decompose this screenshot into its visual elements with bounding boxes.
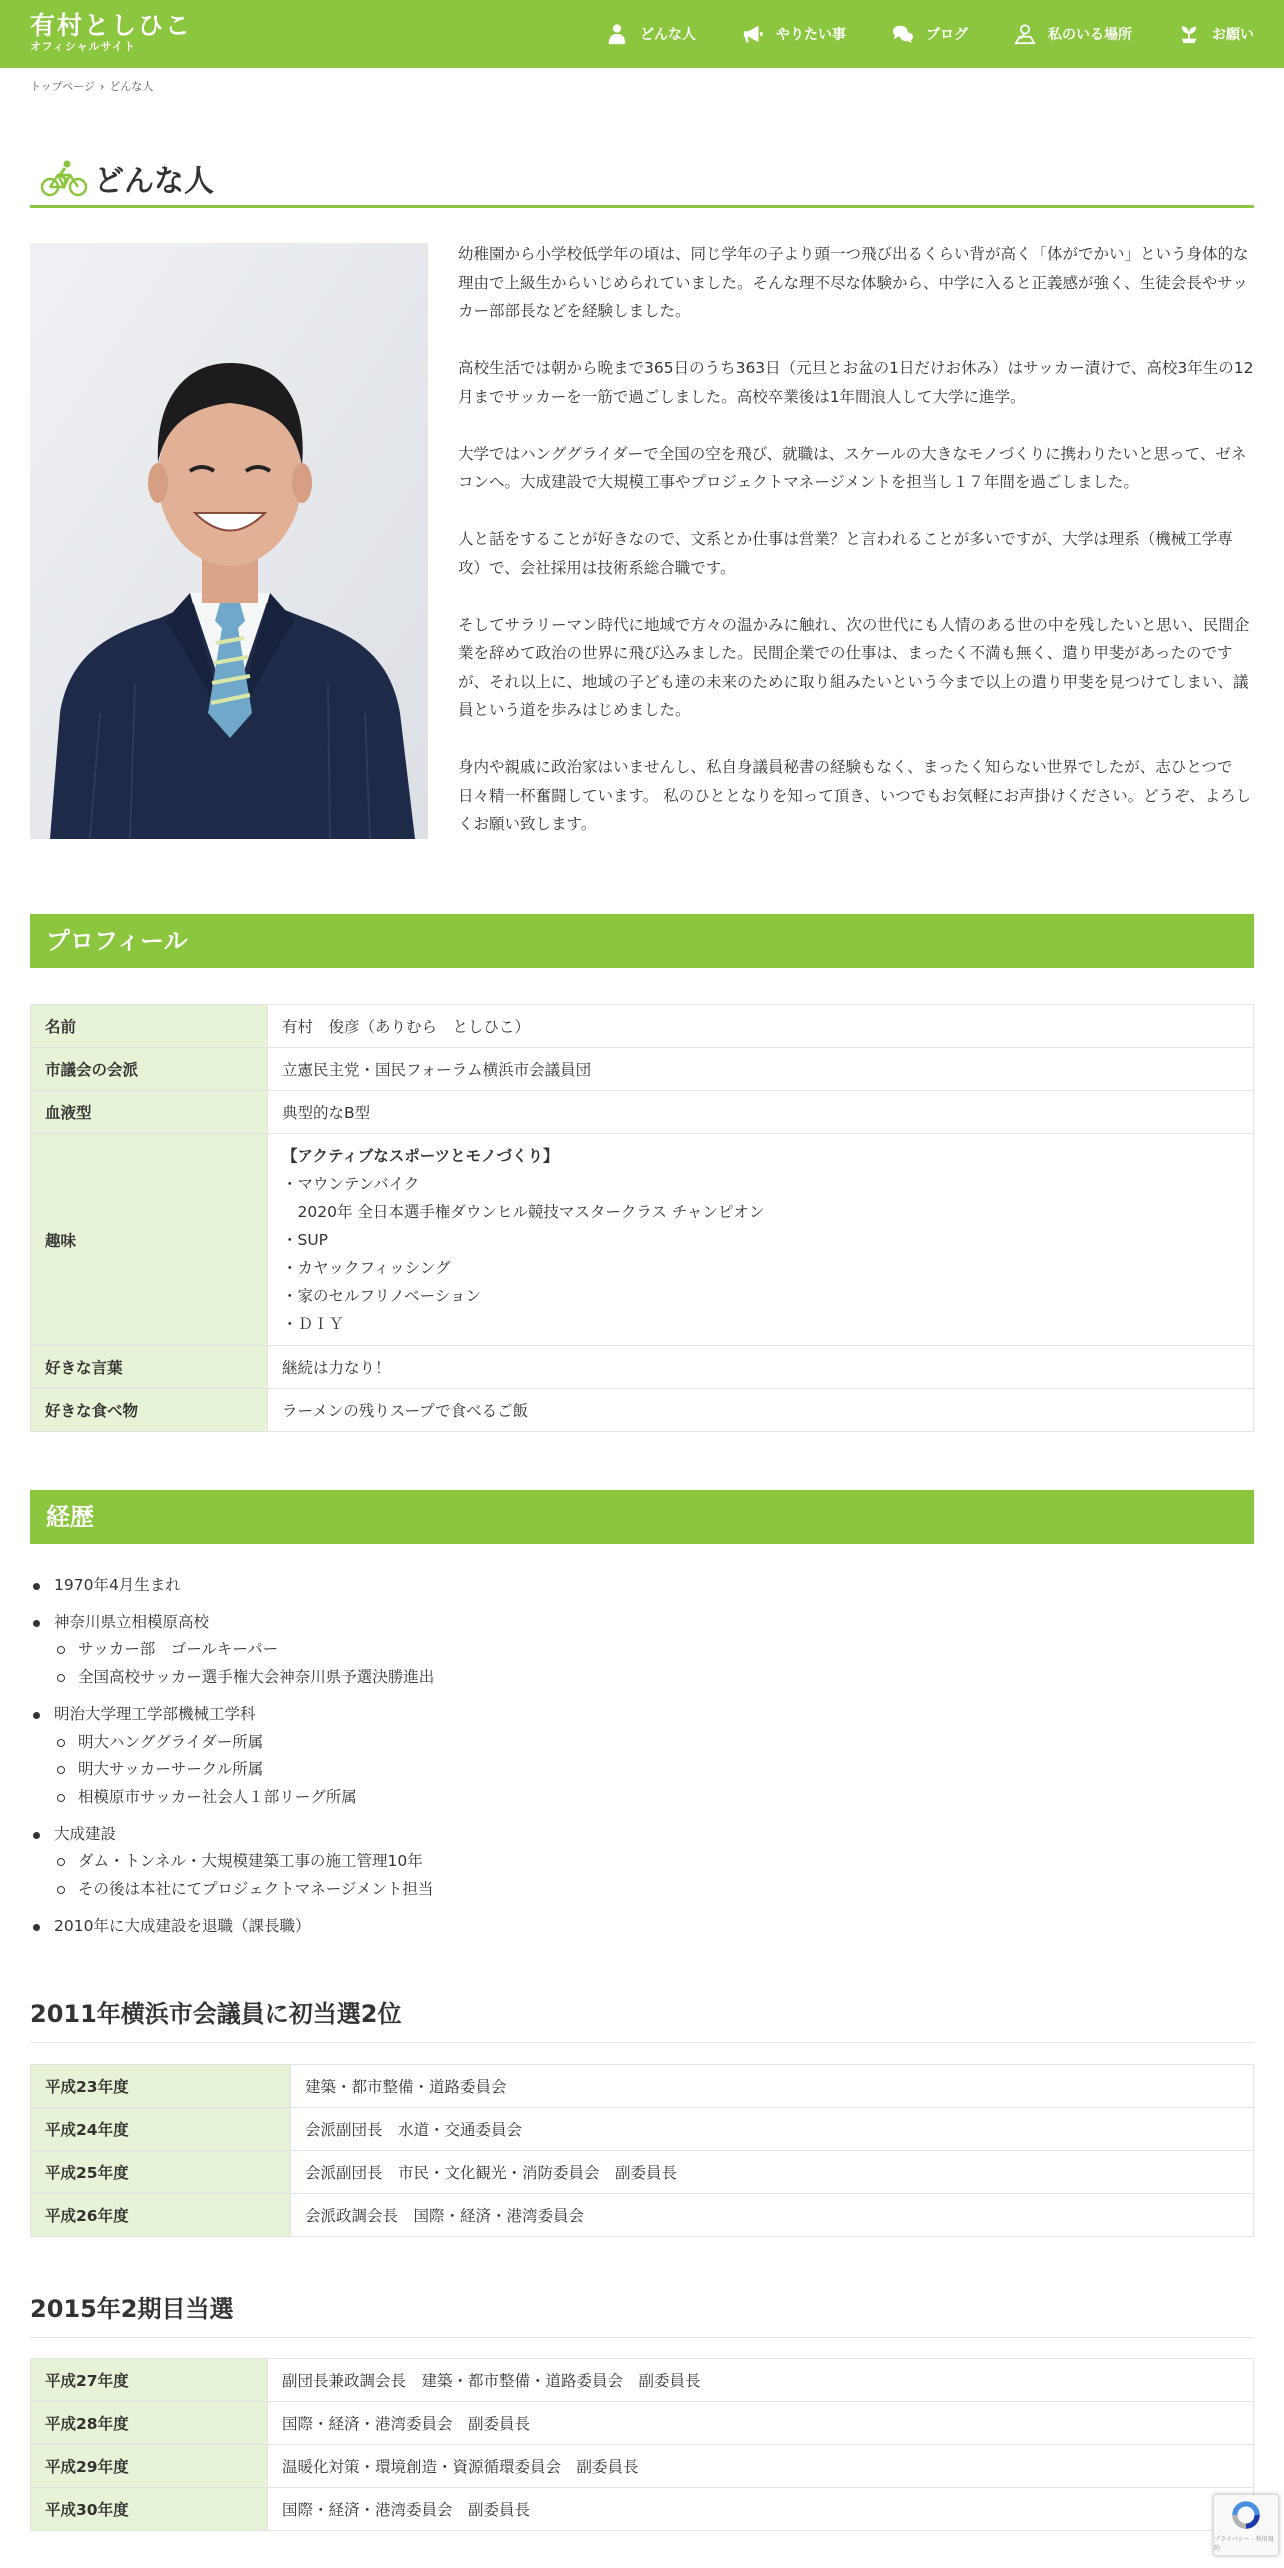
- nav-item-label: 私のいる場所: [1048, 27, 1132, 43]
- table-row: [31, 2108, 1254, 2151]
- logo-title: 有村としひこ: [30, 11, 193, 40]
- logo-subtitle: オフィシャルサイト: [30, 40, 136, 53]
- profile-value: 継続は力なり！: [268, 1346, 1254, 1389]
- hobby-line: ・マウンテンバイク: [282, 1174, 420, 1193]
- nav-item-label: ブログ: [926, 27, 968, 43]
- profile-label: 趣味: [31, 1134, 268, 1346]
- table-row: [31, 2488, 1254, 2531]
- term-year: 平成30年度: [31, 2488, 268, 2531]
- hobby-line: ・家のセルフリノベーション: [282, 1286, 482, 1305]
- profile-hobbies: [268, 1134, 1254, 1346]
- intro-paragraph: 高校生活では朝から晩まで365日のうち363日（元旦とお盆の1日だけお休み）はサッカー漬けで、高校3年生の12月までサッカーを一筋で過ごしました。高校卒業後は1年間浪人して大学に進学。: [458, 359, 1254, 406]
- list-item: [30, 1821, 1254, 1904]
- table-row: [31, 1389, 1254, 1432]
- profile-label: 血液型: [31, 1091, 268, 1134]
- table-row: [31, 1134, 1254, 1346]
- table-row: [31, 2445, 1254, 2488]
- career-item: 1970年4月生まれ: [54, 1576, 181, 1594]
- nav-item-label: お願い: [1212, 27, 1254, 43]
- profile-label: 市議会の会派: [31, 1048, 268, 1091]
- site-logo[interactable]: [30, 12, 192, 53]
- career-subitem: 明大サッカーサークル所属: [54, 1756, 1254, 1784]
- table-row: [31, 2402, 1254, 2445]
- recaptcha-icon: [1229, 2498, 1263, 2532]
- hobby-line: 2020年 全日本選手権ダウンヒル競技マスタークラス チャンピオン: [282, 1202, 765, 1221]
- page-heading: [30, 150, 1254, 208]
- table-row: [31, 1091, 1254, 1134]
- profile-value: 有村 俊彦（ありむら としひこ）: [268, 1005, 1254, 1048]
- profile-table: [30, 1004, 1254, 1432]
- list-item: [30, 1572, 1254, 1600]
- intro-paragraph: 幼稚園から小学校低学年の頃は、同じ学年の子より頭一つ飛び出るくらい背が高く「体がでかい」という身体的な理由で上級生からいじめられていました。そんな理不尽な体験から、中学に入ると正義感が強く、生徒会長やサッカー部部長などを経験しました。: [458, 245, 1249, 320]
- term-year: 平成25年度: [31, 2151, 291, 2194]
- person-icon: [606, 23, 628, 45]
- profile-value: ラーメンの残りスープで食べるご飯: [268, 1389, 1254, 1432]
- global-nav: [560, 0, 1254, 68]
- bicycle-icon: [40, 158, 88, 198]
- career-subitem: その後は本社にてプロジェクトマネージメント担当: [54, 1876, 1254, 1904]
- table-row: [31, 2065, 1254, 2108]
- term-year: 平成26年度: [31, 2194, 291, 2237]
- page-title: どんな人: [94, 163, 214, 199]
- career-item: 明治大学理工学部機械工学科: [54, 1704, 256, 1723]
- nav-item-blog[interactable]: [892, 23, 968, 45]
- profile-label: 好きな言葉: [31, 1346, 268, 1389]
- term-year: 平成24年度: [31, 2108, 291, 2151]
- megaphone-icon: [742, 23, 764, 45]
- breadcrumb: [30, 78, 153, 94]
- profile-label: 名前: [31, 1005, 268, 1048]
- term1-heading: 2011年横浜市会議員に初当選2位: [30, 1991, 1254, 2043]
- intro-paragraph: 大学ではハンググライダーで全国の空を飛び、就職は、スケールの大きなモノづくりに携わりたいと思って、ゼネコンへ。大成建設で大規模工事やプロジェクトマネージメントを担当し１７年間を過ごしました。: [458, 444, 1247, 491]
- career-subitem: 相模原市サッカー社会人１部リーグ所属: [54, 1784, 1254, 1812]
- term-year: 平成28年度: [31, 2402, 268, 2445]
- profile-label: 好きな食べ物: [31, 1389, 268, 1432]
- intro-paragraph: 人と話をすることが好きなので、文系とか仕事は営業？と言われることが多いですが、大学は理系（機械工学専攻）で、会社採用は技術系総合職です。: [458, 530, 1233, 577]
- term-year: 平成23年度: [31, 2065, 291, 2108]
- recaptcha-label: プライバシー - 利用規約: [1214, 2536, 1274, 2552]
- breadcrumb-current: どんな人: [109, 80, 154, 93]
- term-role: 建築・都市整備・道路委員会: [291, 2065, 1254, 2108]
- table-row: [31, 2194, 1254, 2237]
- nav-item-label: どんな人: [640, 27, 696, 43]
- hobby-line: 【アクティブなスポーツとモノづくり】: [282, 1146, 559, 1165]
- hobby-line: ・カヤックフィッシング: [282, 1258, 451, 1277]
- hand-plant-icon: [1178, 23, 1200, 45]
- career-list: [30, 1572, 1254, 1949]
- list-item: [30, 1701, 1254, 1812]
- table-row: [31, 1005, 1254, 1048]
- career-item: 大成建設: [54, 1824, 117, 1843]
- list-item: [30, 1609, 1254, 1692]
- term-role: 会派政調会長 国際・経済・港湾委員会: [291, 2194, 1254, 2237]
- term-year: 平成27年度: [31, 2359, 268, 2402]
- term2-table: [30, 2358, 1254, 2531]
- table-row: [31, 1346, 1254, 1389]
- term-year: 平成29年度: [31, 2445, 268, 2488]
- career-subitem: 明大ハンググライダー所属: [54, 1729, 1254, 1757]
- breadcrumb-home-link[interactable]: トップページ: [30, 80, 96, 93]
- table-row: [31, 1048, 1254, 1091]
- profile-value: 立憲民主党・国民フォーラム横浜市会議員団: [268, 1048, 1254, 1091]
- nav-item-request[interactable]: [1178, 23, 1254, 45]
- intro-paragraph: そしてサラリーマン時代に地域で方々の温かみに触れ、次の世代にも人情のある世の中を残したいと思い、民間企業を辞めて政治の世界に飛び込みました。民間企業での仕事は、まったく不満も無く、遣り甲斐があったのですが、それ以上に、地域の子ども達の未来のために取り組みたいという今まで以上の遣り甲斐を見つけてしまい、議員という道を歩みはじめました。: [458, 615, 1250, 719]
- site-header: [0, 0, 1284, 68]
- list-item: [30, 1913, 1254, 1941]
- intro-paragraph: 身内や親戚に政治家はいませんし、私自身議員秘書の経験もなく、まったく知らない世界でしたが、志ひとつで日々精一杯奮闘しています。 私のひととなりを知って頂き、いつでもお気軽にお声掛けください。どうぞ、よろしくお願い致します。: [458, 758, 1252, 833]
- term-role: 副団長兼政調会長 建築・都市整備・道路委員会 副委員長: [268, 2359, 1254, 2402]
- profile-heading: プロフィール: [30, 914, 1254, 968]
- term-role: 会派副団長 水道・交通委員会: [291, 2108, 1254, 2151]
- recaptcha-badge[interactable]: [1213, 2494, 1279, 2556]
- term2-heading: 2015年2期目当選: [30, 2286, 1254, 2338]
- career-subitem: 全国高校サッカー選手権大会神奈川県予選決勝進出: [54, 1664, 1254, 1692]
- term1-table: [30, 2064, 1254, 2237]
- breadcrumb-separator: ›: [100, 80, 105, 93]
- term-role: 国際・経済・港湾委員会 副委員長: [268, 2488, 1254, 2531]
- chat-bubbles-icon: [892, 23, 914, 45]
- nav-item-locations[interactable]: [1014, 23, 1132, 45]
- career-item: 神奈川県立相模原高校: [54, 1612, 210, 1631]
- nav-item-goals[interactable]: [742, 23, 846, 45]
- hobby-line: ・SUP: [282, 1230, 329, 1249]
- portrait-illustration: [30, 243, 428, 839]
- term-role: 国際・経済・港湾委員会 副委員長: [268, 2402, 1254, 2445]
- table-row: [31, 2151, 1254, 2194]
- table-row: [31, 2359, 1254, 2402]
- portrait-photo: [30, 243, 428, 839]
- career-subitem: サッカー部 ゴールキーパー: [54, 1636, 1254, 1664]
- nav-item-about[interactable]: [606, 23, 696, 45]
- hobby-line: ・ＤＩＹ: [282, 1314, 345, 1333]
- career-heading: 経歴: [30, 1490, 1254, 1544]
- profile-value: 典型的なB型: [268, 1091, 1254, 1134]
- term-role: 温暖化対策・環境創造・資源循環委員会 副委員長: [268, 2445, 1254, 2488]
- nav-item-label: やりたい事: [776, 27, 846, 43]
- location-person-icon: [1014, 23, 1036, 45]
- intro-text: [458, 240, 1254, 867]
- career-item: 2010年に大成建設を退職（課長職）: [54, 1916, 311, 1935]
- term-role: 会派副団長 市民・文化観光・消防委員会 副委員長: [291, 2151, 1254, 2194]
- career-subitem: ダム・トンネル・大規模建築工事の施工管理10年: [54, 1848, 1254, 1876]
